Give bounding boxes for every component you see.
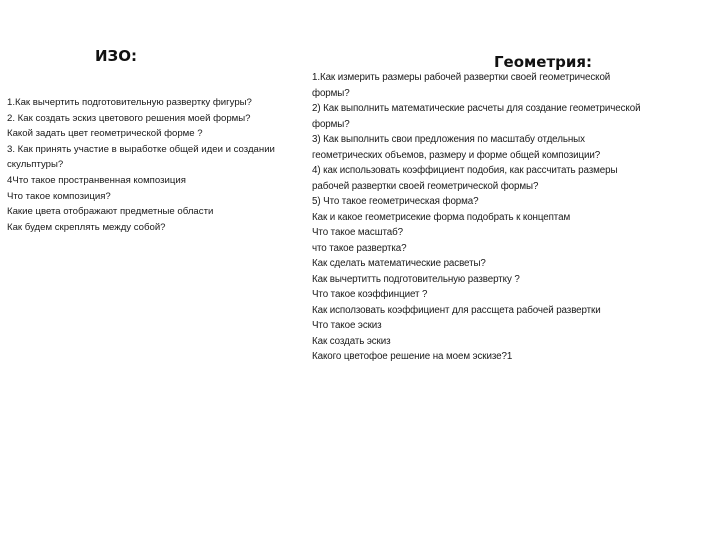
geometry-question: геометрических объемов, размеру и форме общей композиции? [312, 149, 601, 161]
izo-heading: ИЗО: [95, 47, 137, 65]
geometry-question: Как создать эскиз [312, 335, 391, 347]
geometry-question: 1.Как измерить размеры рабочей развертки своей геометрической [312, 72, 611, 83]
geometry-question: 3) Как выполнить свои предложения по масштабу отдельных [312, 134, 585, 145]
geometry-question: Какого цветофое решение на моем эскизе?1 [312, 351, 513, 362]
izo-question: 1.Как вычертить подготовительную развертку фигуры? [7, 97, 252, 108]
izo-question: 2. Как создать эскиз цветового решения моей формы? [7, 112, 251, 124]
geometry-question: Что такое коэффинциет ? [312, 289, 428, 300]
geometry-question: Как сделать математические расветы? [312, 258, 486, 269]
geometry-questions-list [312, 70, 712, 365]
izo-question: 3. Как принять участие в выработке общей идеи и создании [7, 143, 275, 155]
geometry-question: 2) Как выполнить математические расчеты для создание геометрической [312, 103, 641, 114]
geometry-question: Как и какое геометрисекие форма подобрать к концептам [312, 211, 571, 223]
geometry-question: 4) как использовать коэффициент подобия, как рассчитать размеры [312, 165, 618, 176]
geometry-question: 5) Что такое геометрическая форма? [312, 196, 479, 207]
izo-question: Как будем скреплять между собой? [7, 221, 166, 233]
geometry-question: что такое развертка? [312, 242, 407, 254]
geometry-question: Что такое масштаб? [312, 227, 403, 238]
geometry-question: формы? [312, 118, 350, 130]
izo-question: скульптуры? [7, 159, 64, 171]
izo-questions-list [7, 95, 312, 235]
geometry-question: Что такое эскиз [312, 320, 382, 331]
izo-question: Какой задать цвет геометрической форме ? [7, 128, 203, 140]
geometry-question: Как исползовать коэффициент для рассщета рабочей развертки [312, 304, 601, 316]
geometry-heading: Геометрия: [494, 53, 593, 71]
izo-question: Что такое композиция? [7, 190, 111, 202]
geometry-question: формы? [312, 87, 350, 99]
izo-question: Какие цвета отображают предметные области [7, 206, 214, 218]
izo-question: 4Что такое пространвенная композиция [7, 174, 186, 186]
geometry-question: Как вычертитть подготовительную развертку ? [312, 273, 520, 285]
geometry-question: рабочей развертки своей геометрической формы? [312, 180, 539, 192]
